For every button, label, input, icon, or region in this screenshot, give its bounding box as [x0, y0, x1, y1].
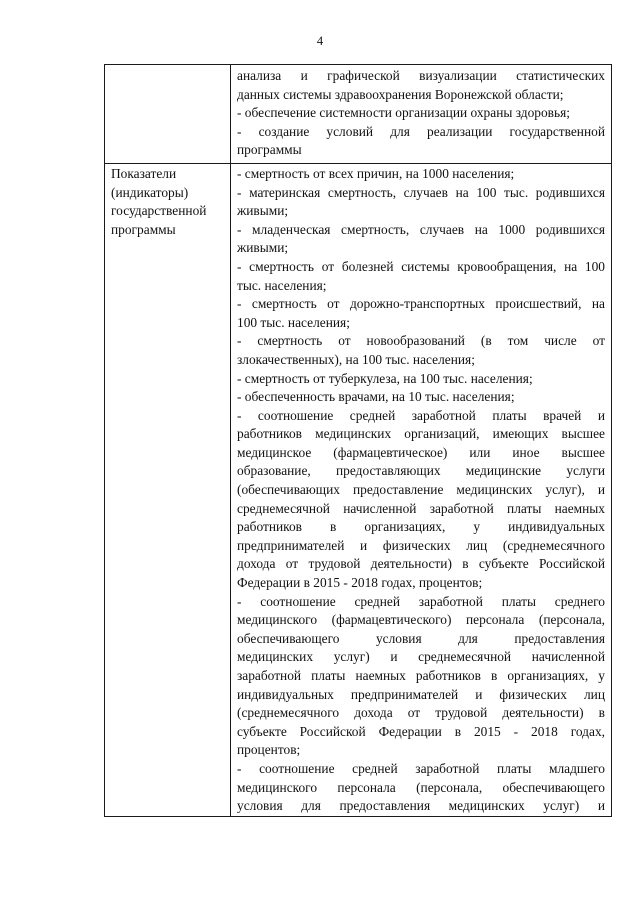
row-content-cell [231, 65, 612, 164]
text-line: живыми; [237, 203, 289, 219]
row-content-cell [231, 163, 612, 816]
text-line: работников в организациях, у индивидуальных [237, 519, 605, 535]
text-line: - соотношение средней заработной платы младшего [237, 760, 605, 776]
text-line: - смертность от дорожно-транспортных происшествий, на [237, 296, 605, 312]
text-line: - смертность от всех причин, на 1000 населения; [237, 165, 515, 181]
table-row-indicators [105, 163, 612, 816]
text-line: условия для предоставления медицинских услуг) и [237, 798, 605, 814]
text-line: - создание условий для реализации государственной [237, 123, 605, 139]
program-passport-table [104, 64, 612, 817]
text-line: медицинское (фармацевтическое) или иное высшее [237, 444, 605, 460]
text-line: - смертность от туберкулеза, на 100 тыс. населения; [237, 370, 533, 386]
text-line: обеспечивающего условия для предоставления [237, 630, 605, 646]
text-line: медицинского персонала (персонала, обеспечивающего [237, 779, 605, 795]
text-line: данных системы здравоохранения Воронежской области; [237, 86, 564, 102]
text-line: медицинского (фармацевтического) персонала (персонала, [237, 612, 605, 628]
text-line: живыми; [237, 240, 289, 256]
text-line: анализа и графической визуализации статистических [237, 68, 605, 83]
text-line: - обеспеченность врачами, на 10 тыс. населения; [237, 389, 515, 405]
text-line: 100 тыс. населения; [237, 314, 350, 330]
row-label-cell [105, 163, 231, 816]
text-line: - материнская смертность, случаев на 100 тыс. родившихся [237, 184, 605, 200]
text-line: субъекте Российской Федерации в 2015 - 2018 годах, [237, 723, 605, 739]
text-line: - соотношение средней заработной платы врачей и [237, 407, 605, 423]
label-line: программы [111, 221, 176, 237]
text-line: - смертность от новообразований (в том числе от [237, 333, 605, 349]
text-line: предпринимателей и физических лиц (среднемесячного [237, 537, 605, 553]
text-line: - младенческая смертность, случаев на 1000 родившихся [237, 221, 605, 237]
text-line: индивидуальных предпринимателей и физических лиц [237, 686, 605, 702]
table-row-continuation [105, 65, 612, 164]
row-label-cell [105, 65, 231, 164]
text-line: медицинских услуг) и среднемесячной начисленной [237, 649, 605, 665]
text-line: - обеспечение системности организации охраны здоровья; [237, 105, 570, 121]
text-line: (среднемесячного дохода от трудовой деятельности) в [237, 705, 605, 721]
text-line: - смертность от болезней системы кровообращения, на 100 [237, 258, 605, 274]
text-line: дохода от трудовой деятельности) в субъекте Российской [237, 556, 605, 572]
text-line: программы [237, 142, 302, 158]
page-number: 4 [316, 34, 324, 48]
text-line: процентов; [237, 742, 301, 758]
text-line: образование, предоставляющих медицинские услуги [237, 463, 605, 479]
text-line: работников медицинских организаций, имеющих высшее [237, 426, 605, 442]
text-line: Федерации в 2015 - 2018 годах, процентов; [237, 575, 483, 591]
label-line: Показатели [111, 165, 177, 181]
text-line: (обеспечивающих предоставление медицинских услуг), и [237, 482, 605, 498]
label-line: государственной [111, 203, 207, 219]
text-line: тыс. населения; [237, 277, 327, 293]
text-line: заработной платы наемных работников в организациях, у [237, 668, 605, 683]
text-line: злокачественных), на 100 тыс. населения; [237, 351, 475, 367]
text-line: среднемесячной начисленной заработной платы наемных [237, 500, 605, 516]
label-line: (индикаторы) [111, 184, 189, 200]
text-line: - соотношение средней заработной платы среднего [237, 593, 605, 609]
